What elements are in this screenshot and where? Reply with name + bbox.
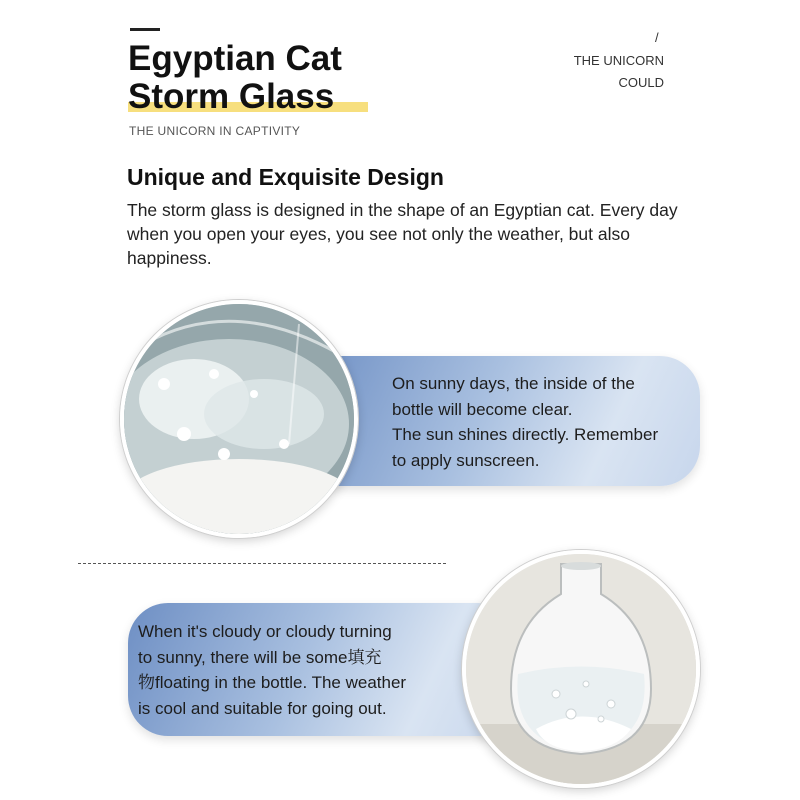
corner-line-2: COULD [618, 75, 664, 90]
sunny-info-panel [300, 356, 700, 486]
crystal-closeup-photo [120, 300, 358, 538]
cloudy-info-panel [128, 603, 518, 736]
sunny-info-text [392, 371, 692, 473]
storm-glass-bottle-photo [462, 550, 700, 788]
storm-glass-bottle-illustration [466, 554, 696, 784]
panel-line: bottle will become clear. [392, 399, 573, 419]
title-accent-bar [130, 28, 160, 31]
page-subtitle: THE UNICORN IN CAPTIVITY [129, 124, 301, 138]
panel-line: When it's cloudy or cloudy turning [138, 622, 392, 641]
panel-line: to apply sunscreen. [392, 450, 540, 470]
panel-line: 物floating in the bottle. The weather [138, 673, 407, 692]
corner-slash: / [655, 30, 659, 45]
panel-line: On sunny days, the inside of the [392, 374, 635, 393]
cloudy-info-text [138, 619, 458, 721]
section-body: The storm glass is designed in the shape of an Egyptian cat. Every day when you open your eyes, you see not only the weather, but also happiness. [127, 200, 678, 268]
corner-line-1: THE UNICORN [573, 53, 664, 68]
crystal-closeup-illustration [124, 304, 354, 534]
title-line-1: Egyptian Cat [128, 39, 342, 78]
section-heading: Unique and Exquisite Design [127, 164, 444, 190]
panel-line: The sun shines directly. Remember [392, 425, 659, 444]
corner-tagline [574, 50, 664, 94]
section-divider [78, 563, 446, 564]
page-title [128, 40, 342, 116]
panel-line: is cool and suitable for going out. [138, 698, 387, 718]
title-line-2: Storm Glass [128, 77, 335, 116]
panel-line: to sunny, there will be some填充 [138, 647, 382, 667]
